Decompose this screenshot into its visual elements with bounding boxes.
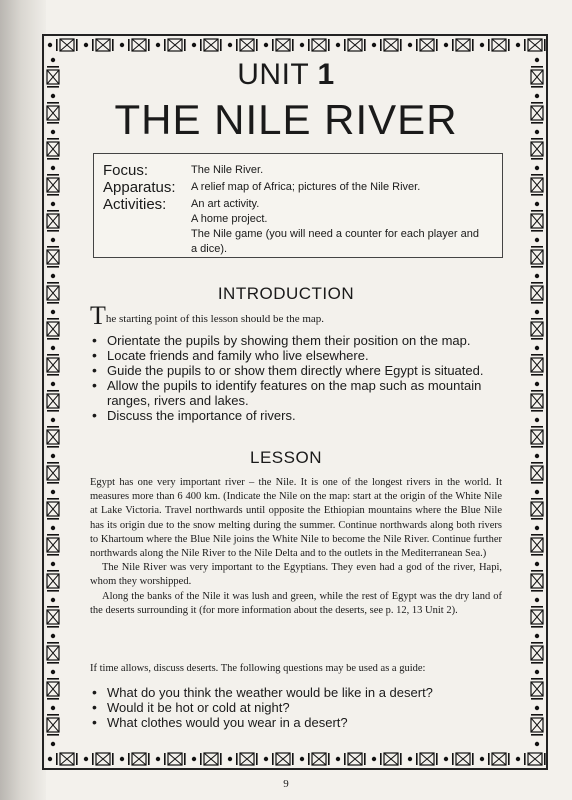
unit-label	[0, 58, 572, 92]
activity-item: A home project.	[191, 213, 268, 225]
border-motif	[48, 39, 78, 51]
border-motif	[480, 753, 510, 765]
focus-key: Focus:	[103, 162, 149, 179]
border-motif	[47, 634, 59, 664]
border-motif	[336, 753, 366, 765]
border-motif	[228, 39, 258, 51]
border-motif	[120, 39, 150, 51]
border-motif	[531, 670, 543, 700]
border-motif	[84, 753, 114, 765]
border-motif	[531, 310, 543, 340]
activities-key: Activities:	[103, 196, 167, 213]
drop-cap: T	[90, 301, 106, 330]
activity-item: a dice).	[191, 243, 228, 255]
border-motif	[300, 753, 330, 765]
border-motif	[47, 598, 59, 628]
border-motif	[47, 382, 59, 412]
border-motif	[372, 753, 402, 765]
list-item: • What clothes would you wear in a desert?	[90, 715, 510, 730]
border-motif	[372, 39, 402, 51]
border-motif	[516, 39, 546, 51]
border-motif	[531, 346, 543, 376]
border-motif	[444, 753, 474, 765]
border-motif	[531, 166, 543, 196]
lesson-body	[90, 476, 502, 618]
activity-item: An art activity.	[191, 198, 260, 210]
border-pattern-right	[528, 54, 546, 750]
border-motif	[264, 753, 294, 765]
activity-item: The Nile game (you will need a counter for each player and	[191, 228, 479, 240]
border-motif	[531, 490, 543, 520]
list-item: • Discuss the importance of rivers.	[90, 408, 510, 423]
border-motif	[531, 526, 543, 556]
border-motif	[408, 39, 438, 51]
focus-value: The Nile River.	[191, 164, 264, 176]
page-number: 9	[283, 778, 289, 790]
border-motif	[192, 39, 222, 51]
border-motif	[531, 598, 543, 628]
border-motif	[47, 562, 59, 592]
border-motif	[156, 753, 186, 765]
activities-list	[191, 196, 479, 257]
desert-questions	[90, 685, 510, 730]
introduction-bullets	[90, 333, 510, 423]
border-motif	[531, 418, 543, 448]
lesson-heading: LESSON	[250, 448, 322, 467]
unit-number: 1	[317, 58, 335, 91]
list-item: • What do you think the weather would be like in a desert?	[90, 685, 510, 700]
guide-text: If time allows, discuss deserts. The following questions may be used as a guide:	[90, 663, 426, 674]
border-motif	[531, 706, 543, 736]
border-motif	[531, 202, 543, 232]
border-motif	[300, 39, 330, 51]
border-motif	[47, 490, 59, 520]
list-item: • Locate friends and family who live elsewhere.	[90, 348, 510, 363]
apparatus-key: Apparatus:	[103, 179, 176, 196]
apparatus-value: A relief map of Africa; pictures of the Nile River.	[191, 181, 421, 193]
list-item: • Allow the pupils to identify features on the map such as mountain ranges, rivers and lakes.	[90, 378, 510, 408]
border-motif	[47, 202, 59, 232]
border-motif	[531, 382, 543, 412]
border-motif	[444, 39, 474, 51]
border-motif	[120, 753, 150, 765]
border-motif	[336, 39, 366, 51]
border-motif	[480, 39, 510, 51]
border-motif	[47, 526, 59, 556]
border-motif	[47, 706, 59, 736]
intro-first-text: he starting point of this lesson should be the map.	[105, 313, 325, 325]
border-motif	[47, 166, 59, 196]
border-motif	[264, 39, 294, 51]
apparatus-row	[103, 179, 494, 196]
intro-first-line	[90, 301, 325, 330]
border-motif	[192, 753, 222, 765]
focus-row	[103, 162, 494, 179]
border-motif	[408, 753, 438, 765]
unit-word: UNIT	[237, 58, 309, 91]
lesson-paragraph: The Nile River was very important to the Egyptians. They even had a god of the river, Hapi, whom they worshipped.	[90, 562, 502, 588]
activities-row	[103, 196, 494, 257]
border-motif	[47, 742, 59, 750]
border-motif	[47, 670, 59, 700]
focus-box	[93, 153, 503, 258]
border-motif	[228, 753, 258, 765]
border-motif	[156, 39, 186, 51]
border-pattern-bottom	[44, 750, 546, 768]
list-item: • Guide the pupils to or show them directly where Egypt is situated.	[90, 363, 510, 378]
border-motif	[47, 418, 59, 448]
introduction-heading: INTRODUCTION	[217, 284, 355, 303]
border-pattern-top	[44, 36, 546, 54]
border-motif	[531, 562, 543, 592]
border-motif	[531, 742, 543, 750]
border-motif	[531, 238, 543, 268]
border-pattern-left	[44, 54, 62, 750]
border-motif	[516, 753, 546, 765]
lesson-paragraph: Egypt has one very important river – the Nile. It is one of the longest rivers in the world. It measures more than 6 400 km. (Indicate the Nile on the map: start at the origin of the White Nile at Lake Victoria. Travel northwards until opposite the Ethiopian mountains where the Blue Nile has its origin due to the snow melting during the summer. Continue northwards along both rivers to Khartoum where the Blue Nile joins the White Nile to become the Nile River. Continue further northwards along the Nile River to the Nile Delta and to the outlets in the Mediterranean Sea.)	[90, 477, 502, 560]
page-title: THE NILE RIVER	[114, 96, 458, 143]
border-motif	[47, 346, 59, 376]
list-item: • Orientate the pupils by showing them their position on the map.	[90, 333, 510, 348]
list-item: • Would it be hot or cold at night?	[90, 700, 510, 715]
lesson-paragraph: Along the banks of the Nile it was lush and green, while the rest of Egypt was the dry land of the deserts surrounding it (for more information about the deserts, see p. 12, 13 Unit 2).	[90, 590, 502, 616]
border-motif	[84, 39, 114, 51]
border-motif	[47, 310, 59, 340]
border-motif	[47, 238, 59, 268]
border-motif	[531, 634, 543, 664]
border-motif	[48, 753, 78, 765]
